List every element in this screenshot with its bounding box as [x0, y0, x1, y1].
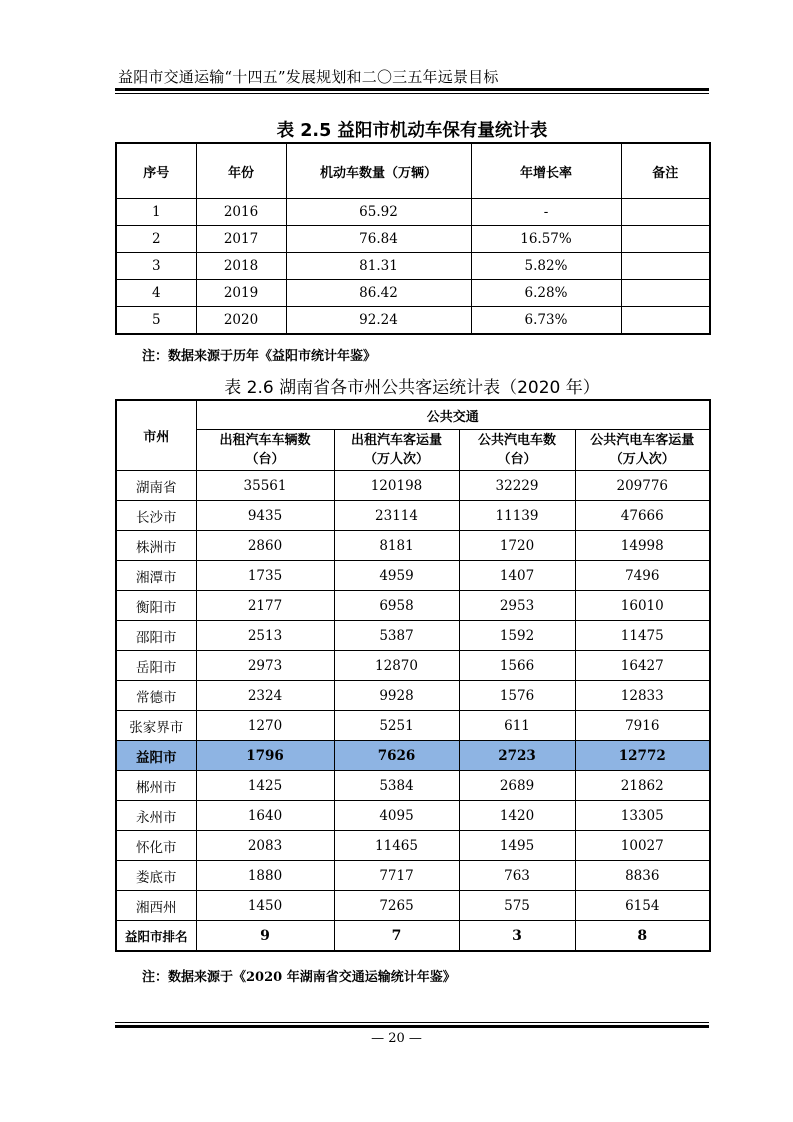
- row-bus-count: 611: [459, 711, 575, 741]
- table-row: [116, 771, 710, 801]
- table-row: [116, 621, 710, 651]
- row-taxi-count: 2513: [196, 621, 334, 651]
- row-bus-passengers: 12833: [575, 681, 710, 711]
- row-taxi-passengers: 11465: [334, 831, 459, 861]
- row-bus-count: 1592: [459, 621, 575, 651]
- row-taxi-count: 1450: [196, 891, 334, 921]
- row-taxi-count: 1425: [196, 771, 334, 801]
- row-bus-count: 1420: [459, 801, 575, 831]
- table-row: [116, 561, 710, 591]
- row-taxi-passengers: 5387: [334, 621, 459, 651]
- column-header-growth-rate: 年增长率: [471, 143, 621, 199]
- subheader-unit: （万人次）: [363, 452, 429, 467]
- row-city: 怀化市: [116, 831, 196, 861]
- row-taxi-count: 1796: [196, 741, 334, 771]
- table1-header-row: [116, 143, 710, 199]
- row-taxi-passengers: 120198: [334, 471, 459, 501]
- footer-rule-thick: [115, 1025, 709, 1028]
- row-bus-passengers: 209776: [575, 471, 710, 501]
- row-city: 邵阳市: [116, 621, 196, 651]
- table-row: [116, 831, 710, 861]
- row-bus-passengers: 6154: [575, 891, 710, 921]
- table-row: [116, 471, 710, 501]
- row-year: 2019: [196, 280, 286, 307]
- row-bus-count: 32229: [459, 471, 575, 501]
- column-header-bus-passengers: [575, 430, 710, 471]
- row-growth-rate: 5.82%: [471, 253, 621, 280]
- row-remarks: [621, 199, 710, 226]
- row-bus-passengers: 7916: [575, 711, 710, 741]
- row-bus-count: 1407: [459, 561, 575, 591]
- row-taxi-passengers: 8181: [334, 531, 459, 561]
- row-bus-passengers: 13305: [575, 801, 710, 831]
- row-taxi-passengers: 23114: [334, 501, 459, 531]
- row-vehicle-count: 92.24: [286, 307, 471, 335]
- row-city: 湖南省: [116, 471, 196, 501]
- row-growth-rate: 6.28%: [471, 280, 621, 307]
- row-taxi-count: 9435: [196, 501, 334, 531]
- row-taxi-count: 1735: [196, 561, 334, 591]
- row-taxi-passengers: 5384: [334, 771, 459, 801]
- row-year: 2020: [196, 307, 286, 335]
- row-bus-count: 2689: [459, 771, 575, 801]
- row-year: 2016: [196, 199, 286, 226]
- row-bus-passengers: 7496: [575, 561, 710, 591]
- row-bus-passengers: 47666: [575, 501, 710, 531]
- row-year: 2017: [196, 226, 286, 253]
- row-remarks: [621, 253, 710, 280]
- row-taxi-passengers: 6958: [334, 591, 459, 621]
- row-taxi-passengers: 4095: [334, 801, 459, 831]
- row-city: 益阳市: [116, 741, 196, 771]
- row-bus-passengers: 10027: [575, 831, 710, 861]
- row-bus-count: 2723: [459, 741, 575, 771]
- row-taxi-count: 1640: [196, 801, 334, 831]
- row-bus-passengers: 16427: [575, 651, 710, 681]
- row-city: 郴州市: [116, 771, 196, 801]
- row-growth-rate: 6.73%: [471, 307, 621, 335]
- row-taxi-count: 1880: [196, 861, 334, 891]
- row-vehicle-count: 86.42: [286, 280, 471, 307]
- table-row: [116, 280, 710, 307]
- table-row: [116, 891, 710, 921]
- subheader-unit: （台）: [245, 452, 285, 467]
- column-header-bus-count: [459, 430, 575, 471]
- running-header: 益阳市交通运输“十四五”发展规划和二〇三五年远景目标: [118, 68, 499, 86]
- row-taxi-count: 1270: [196, 711, 334, 741]
- row-bus-count: 1576: [459, 681, 575, 711]
- rank-value: 7: [334, 921, 459, 952]
- table-row: [116, 681, 710, 711]
- row-taxi-count: 35561: [196, 471, 334, 501]
- row-taxi-passengers: 9928: [334, 681, 459, 711]
- table-row: [116, 307, 710, 335]
- subheader-title: 出租汽车客运量: [350, 433, 442, 448]
- table2-note-source: 《2020 年湖南省交通运输统计年鉴》: [233, 970, 456, 985]
- row-bus-passengers: 8836: [575, 861, 710, 891]
- table-row: [116, 253, 710, 280]
- row-bus-passengers: 16010: [575, 591, 710, 621]
- public-transport-table: [115, 399, 711, 952]
- row-city: 娄底市: [116, 861, 196, 891]
- rank-value: 9: [196, 921, 334, 952]
- row-vehicle-count: 76.84: [286, 226, 471, 253]
- row-vehicle-count: 81.31: [286, 253, 471, 280]
- rank-value: 3: [459, 921, 575, 952]
- row-vehicle-count: 65.92: [286, 199, 471, 226]
- row-city: 张家界市: [116, 711, 196, 741]
- row-seq: 1: [116, 199, 196, 226]
- table-row: [116, 801, 710, 831]
- row-bus-passengers: 12772: [575, 741, 710, 771]
- row-city: 岳阳市: [116, 651, 196, 681]
- row-seq: 4: [116, 280, 196, 307]
- highlighted-row: [116, 741, 710, 771]
- table1-note: 注：数据来源于历年《益阳市统计年鉴》: [142, 349, 377, 364]
- column-header-city: 市州: [116, 400, 196, 471]
- row-seq: 3: [116, 253, 196, 280]
- header-rule-thick: [115, 88, 709, 91]
- row-city: 衡阳市: [116, 591, 196, 621]
- row-bus-count: 2953: [459, 591, 575, 621]
- row-bus-passengers: 14998: [575, 531, 710, 561]
- row-taxi-passengers: 7626: [334, 741, 459, 771]
- row-bus-count: 575: [459, 891, 575, 921]
- row-taxi-count: 2083: [196, 831, 334, 861]
- row-remarks: [621, 307, 710, 335]
- row-city: 长沙市: [116, 501, 196, 531]
- row-seq: 5: [116, 307, 196, 335]
- table-row: [116, 711, 710, 741]
- column-group-public-transport: 公共交通: [196, 400, 710, 430]
- row-bus-passengers: 21862: [575, 771, 710, 801]
- header-rule-thin: [115, 93, 709, 94]
- row-taxi-passengers: 7717: [334, 861, 459, 891]
- column-header-year: 年份: [196, 143, 286, 199]
- column-header-taxi-count: [196, 430, 334, 471]
- column-header-taxi-passengers: [334, 430, 459, 471]
- column-header-remarks: 备注: [621, 143, 710, 199]
- row-seq: 2: [116, 226, 196, 253]
- row-city: 湘潭市: [116, 561, 196, 591]
- page-number: — 20 —: [371, 1031, 422, 1046]
- table2-caption: 表 2.6 湖南省各市州公共客运统计表（2020 年）: [224, 378, 600, 398]
- row-taxi-count: 2324: [196, 681, 334, 711]
- subheader-title: 公共汽电车客运量: [590, 433, 695, 448]
- subheader-unit: （台）: [497, 452, 537, 467]
- rank-label: 益阳市排名: [116, 921, 196, 952]
- table-row: [116, 199, 710, 226]
- subheader-title: 公共汽电车数: [477, 433, 556, 448]
- row-taxi-count: 2177: [196, 591, 334, 621]
- row-city: 永州市: [116, 801, 196, 831]
- row-remarks: [621, 280, 710, 307]
- table-row: [116, 651, 710, 681]
- vehicle-ownership-table: [115, 142, 711, 335]
- table-row: [116, 531, 710, 561]
- row-taxi-count: 2973: [196, 651, 334, 681]
- row-city: 株洲市: [116, 531, 196, 561]
- row-taxi-passengers: 12870: [334, 651, 459, 681]
- table2-note-prefix: 注：数据来源于: [142, 970, 234, 985]
- row-remarks: [621, 226, 710, 253]
- row-city: 湘西州: [116, 891, 196, 921]
- row-bus-count: 763: [459, 861, 575, 891]
- subheader-title: 出租汽车车辆数: [219, 433, 311, 448]
- footer-rule-thin: [115, 1022, 709, 1023]
- row-bus-count: 1495: [459, 831, 575, 861]
- row-bus-passengers: 11475: [575, 621, 710, 651]
- row-bus-count: 1566: [459, 651, 575, 681]
- row-taxi-passengers: 7265: [334, 891, 459, 921]
- table-row: [116, 861, 710, 891]
- row-taxi-passengers: 4959: [334, 561, 459, 591]
- row-bus-count: 1720: [459, 531, 575, 561]
- subheader-unit: （万人次）: [609, 452, 675, 467]
- table-row: [116, 591, 710, 621]
- row-growth-rate: 16.57%: [471, 226, 621, 253]
- column-header-seq: 序号: [116, 143, 196, 199]
- row-growth-rate: -: [471, 199, 621, 226]
- row-taxi-passengers: 5251: [334, 711, 459, 741]
- rank-value: 8: [575, 921, 710, 952]
- table-row: [116, 226, 710, 253]
- row-bus-count: 11139: [459, 501, 575, 531]
- rank-row: [116, 921, 710, 952]
- table-row: [116, 501, 710, 531]
- column-header-vehicle-count: 机动车数量（万辆）: [286, 143, 471, 199]
- row-city: 常德市: [116, 681, 196, 711]
- table2-note: [142, 966, 456, 985]
- row-year: 2018: [196, 253, 286, 280]
- row-taxi-count: 2860: [196, 531, 334, 561]
- table1-caption: 表 2.5 益阳市机动车保有量统计表: [276, 121, 548, 141]
